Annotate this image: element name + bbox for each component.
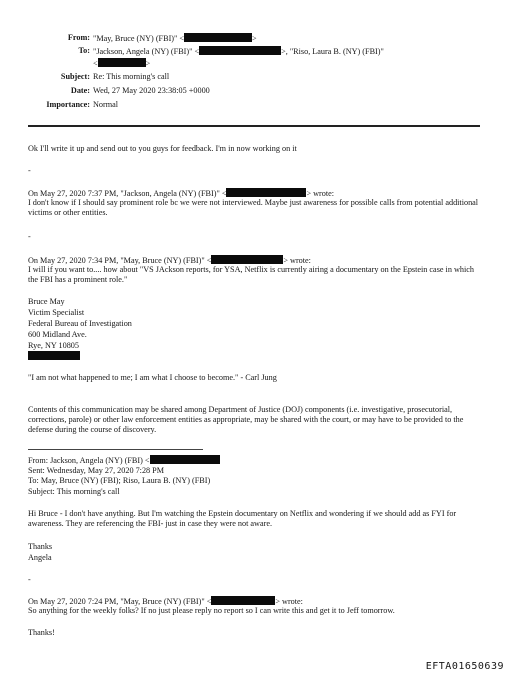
header-divider xyxy=(28,125,480,127)
from-label: From: xyxy=(67,33,90,42)
signature-name: Bruce May xyxy=(28,297,65,306)
signature-address-2: Rye, NY 10805 xyxy=(28,341,79,350)
separator-dash: - xyxy=(28,166,31,175)
redaction-block xyxy=(211,596,275,605)
thanks-1: Thanks xyxy=(28,542,53,551)
quote-text-3: So anything for the weekly folks? If no just please reply no report so I can write this and get it to Jeff tomorrow. xyxy=(28,606,395,615)
signature-quote: "I am not what happened to me; I am what I choose to become." - Carl Jung xyxy=(28,373,277,382)
redaction-block xyxy=(184,33,252,42)
orig-from: From: Jackson, Angela (NY) (FBI) < xyxy=(28,455,484,466)
from-value: "May, Bruce (NY) (FBI)" < > xyxy=(93,34,257,43)
document-id: EFTA01650639 xyxy=(425,661,504,672)
to-value: "Jackson, Angela (NY) (FBI)" < >, "Riso, Laura B. (NY) (FBI)" xyxy=(93,47,384,56)
redaction-block xyxy=(199,46,281,55)
redaction-block xyxy=(98,58,146,67)
quote-header-1: On May 27, 2020 7:37 PM, "Jackson, Angela (NY) (FBI)" < > wrote: xyxy=(28,189,335,198)
signature-org: Federal Bureau of Investigation xyxy=(28,319,132,328)
signature-redaction xyxy=(28,351,80,362)
redaction-block xyxy=(28,351,80,360)
subject-label: Subject: xyxy=(60,72,90,81)
signature-address-1: 600 Midland Ave. xyxy=(28,330,87,339)
date-value: Wed, 27 May 2020 23:38:05 +0000 xyxy=(93,86,210,95)
reply-text: Ok I'll write it up and send out to you guys for feedback. I'm in now working on it xyxy=(28,144,297,153)
redaction-block xyxy=(150,455,220,464)
redaction-block xyxy=(211,255,283,264)
disclaimer-text: Contents of this communication may be shared among Department of Justice (DOJ) components (i.e. investigative, prosecutorial, corrections, parole) or other law enforcement entities as appropriate, may be shared with the court, or may have to be provided to the defense during the course of discovery. xyxy=(28,405,464,434)
importance-label: Importance: xyxy=(46,100,90,109)
orig-sent: Sent: Wednesday, May 27, 2020 7:28 PM xyxy=(28,466,165,475)
sender-name: Angela xyxy=(28,553,52,562)
quote-header-2: On May 27, 2020 7:34 PM, "May, Bruce (NY) (FBI)" < > wrote: xyxy=(28,256,311,265)
redaction-block xyxy=(226,188,306,197)
quote-text-1: I don't know if I should say prominent role bc we were not interviewed. Maybe just awareness for possible calls from potential additional victims or other entities. xyxy=(28,198,479,217)
quote-header-3: On May 27, 2020 7:24 PM, "May, Bruce (NY) (FBI)" < > wrote: xyxy=(28,597,303,606)
orig-text: Hi Bruce - I don't have anything. But I'm watching the Epstein documentary on Netflix and wondering if we should add as FYI for awareness. They are referencing the FBI- just in case they were not aware. xyxy=(28,509,457,528)
quote-divider xyxy=(28,449,203,450)
separator-dash: - xyxy=(28,575,31,584)
orig-to: To: May, Bruce (NY) (FBI); Riso, Laura B. (NY) (FBI) xyxy=(28,476,211,485)
quote-text-2: I will if you want to.... how about "VS JAckson reports, for YSA, Netflix is currently airing a documentary on the Epstein case in which the FBI has a prominent role." xyxy=(28,265,474,284)
to-label: To: xyxy=(78,46,90,55)
thanks-2: Thanks! xyxy=(28,628,55,637)
date-label: Date: xyxy=(70,86,90,95)
orig-subject: Subject: This morning's call xyxy=(28,487,120,496)
importance-value: Normal xyxy=(93,100,119,109)
subject-value: Re: This morning's call xyxy=(93,72,170,81)
to-value-cont: < > xyxy=(93,59,151,68)
signature-title: Victim Specialist xyxy=(28,308,85,317)
separator-dash: - xyxy=(28,232,31,241)
